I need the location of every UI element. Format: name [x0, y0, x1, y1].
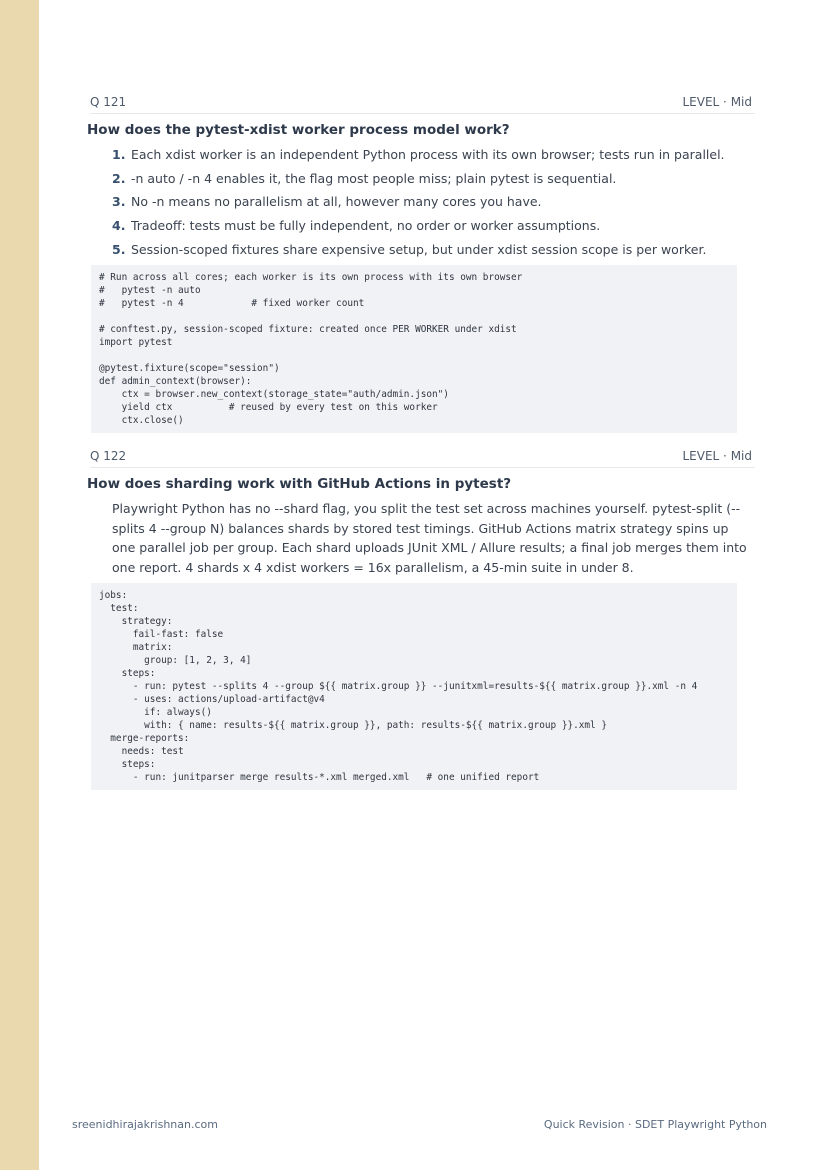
- list-item: [112, 147, 725, 171]
- list-number: 3.: [112, 194, 126, 210]
- list-text: Session-scoped fixtures share expensive setup, but under xdist session scope is per worker.: [130, 241, 707, 257]
- list-number: 4.: [112, 218, 126, 234]
- side-band: [0, 0, 39, 1170]
- list-text: Tradeoff: tests must be fully independent, no order or worker assumptions.: [130, 218, 601, 234]
- list-number: 5.: [112, 241, 126, 257]
- question-level: LEVEL · Mid: [682, 449, 752, 463]
- question-level: LEVEL · Mid: [682, 95, 752, 109]
- question-number: Q 121: [90, 95, 127, 109]
- question-header: [90, 449, 755, 468]
- list-number: 1.: [112, 147, 126, 162]
- question-number: Q 122: [90, 449, 127, 463]
- list-text: No -n means no parallelism at all, however many cores you have.: [130, 194, 542, 210]
- list-item: [112, 218, 725, 242]
- code-block: jobs: test: strategy: fail-fast: false matrix: group: [1, 2, 3, 4] steps: - run: pytest --splits 4 --group ${{ matrix.group }} --junitxml=results-${{ matrix.group }}.xml -n 4 - uses: actions/upload-artifact@v4 if: always() with: { name: results-${{ matrix.group }}, path: results-${{ matrix.group }}.xml } merge-reports: needs: test steps: - run: junitparser merge results-*.xml merged.xml # one unified report: [91, 583, 737, 790]
- list-item: [112, 194, 725, 218]
- list-text: -n auto / -n 4 enables it, the flag most people miss; plain pytest is sequential.: [130, 170, 617, 186]
- list-number: 2.: [112, 170, 126, 186]
- footer-title: Quick Revision · SDET Playwright Python: [543, 1118, 767, 1131]
- question-title: How does sharding work with GitHub Actions in pytest?: [87, 476, 512, 492]
- list-item: [112, 242, 725, 266]
- question-title: How does the pytest-xdist worker process model work?: [87, 122, 510, 138]
- code-block: # Run across all cores; each worker is its own process with its own browser # pytest -n auto # pytest -n 4 # fixed worker count # conftest.py, session-scoped fixture: created once PER WORKER under xdist import pytest @pytest.fixture(scope="session") def admin_context(browser): ctx = browser.new_context(storage_state="auth/admin.json") yield ctx # reused by every test on this worker ctx.close(): [91, 265, 737, 433]
- list-item: [112, 171, 725, 195]
- footer-site: sreenidhirajakrishnan.com: [72, 1118, 218, 1131]
- answer-list: [112, 147, 725, 265]
- answer-paragraph: Playwright Python has no --shard flag, you split the test set across machines yourself. pytest-split (--splits 4 --group N) balances shards by stored test timings. GitHub Actions matrix strategy spins up one parallel job per group. Each shard uploads JUnit XML / Allure results; a final job merges them into one report. 4 shards x 4 xdist workers = 16x parallelism, a 45-min suite in under 8.: [112, 501, 747, 576]
- list-text: Each xdist worker is an independent Python process with its own browser; tests run in parallel.: [130, 147, 725, 162]
- question-header: [90, 95, 755, 114]
